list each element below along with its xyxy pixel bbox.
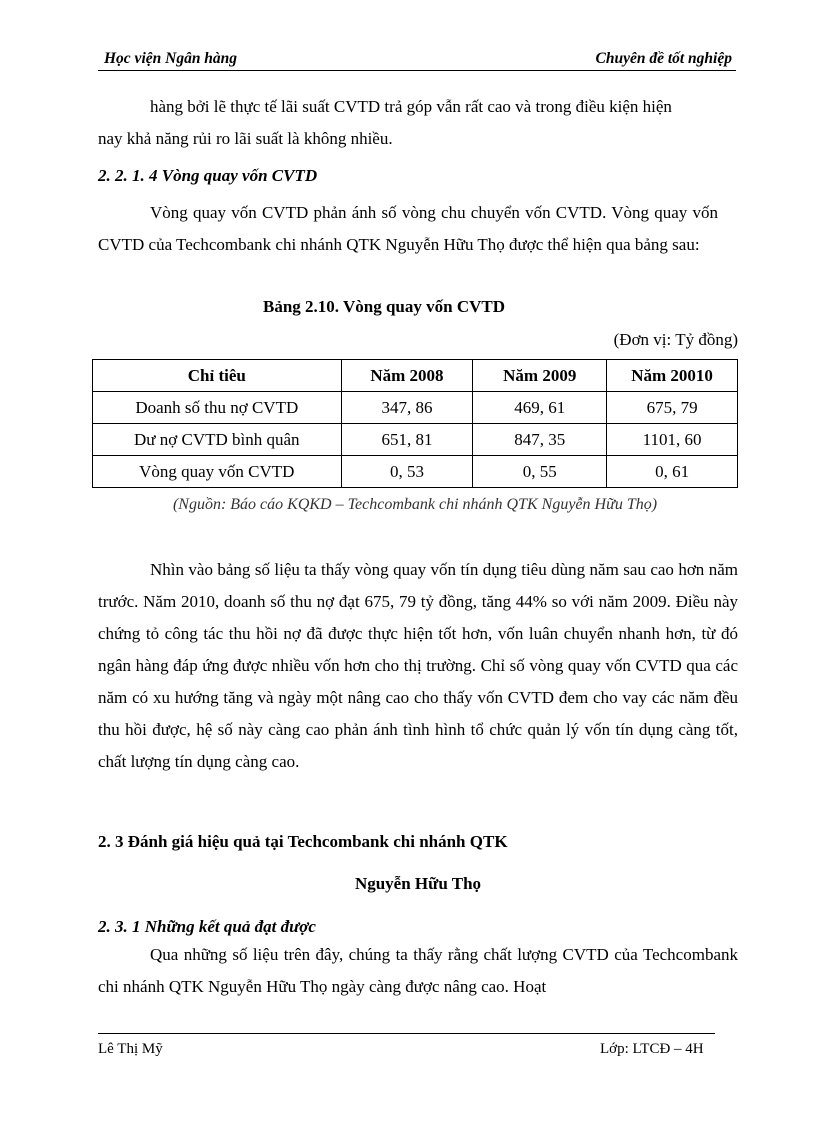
table-cell: Dư nợ CVTD bình quân: [93, 424, 342, 456]
page-header: [98, 48, 736, 71]
para1-line2: nay khả năng rủi ro lãi suất là không nhiều.: [98, 129, 393, 148]
para1-line1: hàng bởi lẽ thực tế lãi suất CVTD trả góp vẫn rất cao và trong điều kiện hiện: [150, 97, 672, 116]
header-doc-type: Chuyên đề tốt nghiệp: [595, 50, 732, 67]
table-cell: 675, 79: [607, 392, 738, 424]
table-cell: 469, 61: [473, 392, 607, 424]
table-row: [93, 424, 738, 456]
para4: Qua những số liệu trên đây, chúng ta thấy rằng chất lượng CVTD của Techcombank chi nhánh QTK Nguyễn Hữu Thọ ngày càng được nâng cao. Hoạt: [98, 945, 738, 996]
table-title: Bảng 2.10. Vòng quay vốn CVTD: [262, 297, 505, 316]
table-cell: 347, 86: [341, 392, 473, 424]
header-cell: Năm 2009: [473, 360, 607, 392]
capital-turnover-table: [92, 359, 738, 488]
footer-author: Lê Thị Mỹ: [98, 1041, 163, 1057]
table-row: [93, 392, 738, 424]
section-heading-2-3-line2: Nguyễn Hữu Thọ: [354, 874, 482, 893]
table-cell: 0, 53: [341, 456, 473, 488]
header-cell: Năm 2008: [341, 360, 473, 392]
table-cell: 847, 35: [473, 424, 607, 456]
table-cell: 0, 61: [607, 456, 738, 488]
table-cell: 651, 81: [341, 424, 473, 456]
footer-divider: [98, 1033, 715, 1034]
para2: Vòng quay vốn CVTD phản ánh số vòng chu chuyển vốn CVTD. Vòng quay vốn CVTD của Techcombank chi nhánh QTK Nguyễn Hữu Thọ được thể hiện qua bảng sau:: [98, 203, 718, 254]
table-unit: (Đơn vị: Tỷ đồng): [613, 330, 738, 349]
footer-class: Lớp: LTCĐ – 4H: [600, 1041, 704, 1057]
section-heading-2-3-1: 2. 3. 1 Những kết quả đạt được: [98, 917, 316, 936]
header-cell: Năm 20010: [607, 360, 738, 392]
table-source-note: (Nguồn: Báo cáo KQKD – Techcombank chi nhánh QTK Nguyễn Hữu Thọ): [172, 496, 658, 513]
section-heading-2-2-1-4: 2. 2. 1. 4 Vòng quay vốn CVTD: [98, 166, 318, 185]
section-heading-2-3: 2. 3 Đánh giá hiệu quả tại Techcombank chi nhánh QTK: [98, 832, 508, 851]
table-cell: Vòng quay vốn CVTD: [93, 456, 342, 488]
header-institution: Học viện Ngân hàng: [104, 50, 238, 67]
table-cell: 0, 55: [473, 456, 607, 488]
table-header-row: [93, 360, 738, 392]
table-cell: 1101, 60: [607, 424, 738, 456]
header-cell: Chỉ tiêu: [93, 360, 342, 392]
table-row: [93, 456, 738, 488]
para3: Nhìn vào bảng số liệu ta thấy vòng quay vốn tín dụng tiêu dùng năm sau cao hơn năm trước. Năm 2010, doanh số thu nợ đạt 675, 79 tỷ đồng, tăng 44% so với năm 2009. Điều này chứng tỏ công tác thu hồi nợ đã được thực hiện tốt hơn, vốn luân chuyển nhanh hơn, từ đó ngân hàng đáp ứng được nhiều vốn hơn cho thị trường. Chỉ số vòng quay vốn CVTD qua các năm có xu hướng tăng và ngày một nâng cao cho thấy vốn CVTD đem cho vay các năm đều thu hồi được, hệ số này càng cao phản ánh tình hình tổ chức quản lý vốn tín dụng càng tốt, chất lượng tín dụng càng cao.: [98, 560, 738, 771]
table-cell: Doanh số thu nợ CVTD: [93, 392, 342, 424]
